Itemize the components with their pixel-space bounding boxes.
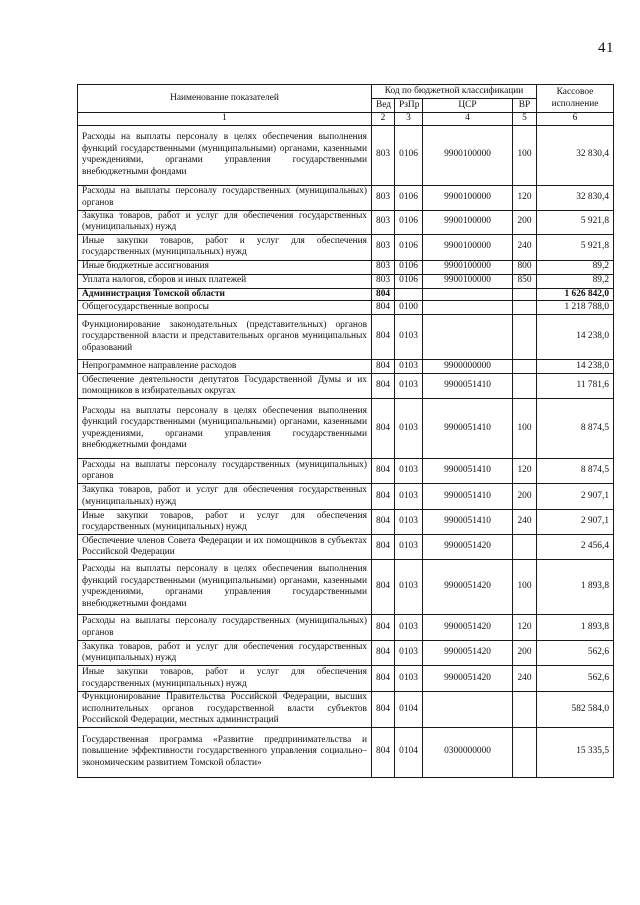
- row-rzpr: 0103: [395, 399, 423, 459]
- row-name: Обеспечение деятельности депутатов Государственной Думы и их помощников в избирательных округах: [78, 374, 372, 399]
- row-name: Иные бюджетные ассигнования: [78, 260, 372, 274]
- column-number: 2: [372, 113, 395, 126]
- table-row: [78, 399, 614, 459]
- row-rzpr: 0103: [395, 484, 423, 510]
- row-name: Расходы на выплаты персоналу в целях обеспечения выполнения функций государственными (муниципальными) органами, казенными учреждениями, органами управления государственными внебюджетными фондами: [78, 125, 372, 185]
- header-ved: Вед: [372, 99, 395, 113]
- row-rzpr: 0103: [395, 615, 423, 641]
- row-name: Расходы на выплаты персоналу государственных (муниципальных) органов: [78, 459, 372, 484]
- row-amount: 562,6: [537, 666, 614, 692]
- row-vr: 120: [513, 615, 537, 641]
- row-csr: [423, 315, 513, 360]
- row-amount: 582 584,0: [537, 692, 614, 728]
- column-number: 6: [537, 113, 614, 126]
- row-csr: 9900051410: [423, 374, 513, 399]
- row-csr: 9900051410: [423, 484, 513, 510]
- row-csr: 9900051410: [423, 510, 513, 535]
- row-csr: 0300000000: [423, 727, 513, 777]
- row-amount: 5 921,8: [537, 210, 614, 234]
- row-name: Иные закупки товаров, работ и услуг для обеспечения государственных (муниципальных) нужд: [78, 666, 372, 692]
- row-ved: 803: [372, 260, 395, 274]
- row-ved: 804: [372, 692, 395, 728]
- row-name: Непрограммное направление расходов: [78, 360, 372, 374]
- row-csr: 9900000000: [423, 360, 513, 374]
- table-row: [78, 210, 614, 234]
- row-csr: 9900051410: [423, 459, 513, 484]
- row-vr: 100: [513, 560, 537, 615]
- row-vr: [513, 288, 537, 301]
- row-vr: 100: [513, 399, 537, 459]
- header-amount-line1: Кассовое: [556, 87, 594, 97]
- column-number: 4: [423, 113, 513, 126]
- row-ved: 804: [372, 459, 395, 484]
- row-name: Уплата налогов, сборов и иных платежей: [78, 274, 372, 288]
- row-ved: 804: [372, 560, 395, 615]
- row-vr: 200: [513, 641, 537, 666]
- row-ved: 804: [372, 727, 395, 777]
- row-name: Функционирование законодательных (представительных) органов государственной власти и представительных органов муниципальных образований: [78, 315, 372, 360]
- row-rzpr: 0106: [395, 260, 423, 274]
- table-row: [78, 692, 614, 728]
- row-vr: 240: [513, 234, 537, 260]
- row-name: Расходы на выплаты персоналу государственных (муниципальных) органов: [78, 185, 372, 210]
- table-row: [78, 234, 614, 260]
- row-name: Закупка товаров, работ и услуг для обеспечения государственных (муниципальных) нужд: [78, 210, 372, 234]
- row-name: Расходы на выплаты персоналу в целях обеспечения выполнения функций государственными (муниципальными) органами, казенными учреждениями, органами управления государственными внебюджетными фондами: [78, 399, 372, 459]
- row-ved: 803: [372, 274, 395, 288]
- row-amount: 15 335,5: [537, 727, 614, 777]
- row-vr: 120: [513, 459, 537, 484]
- row-rzpr: 0103: [395, 535, 423, 560]
- row-name: Администрация Томской области: [78, 288, 372, 301]
- row-csr: 9900100000: [423, 210, 513, 234]
- row-ved: 804: [372, 615, 395, 641]
- row-amount: 5 921,8: [537, 234, 614, 260]
- row-vr: 100: [513, 125, 537, 185]
- row-vr: 850: [513, 274, 537, 288]
- row-csr: 9900051420: [423, 641, 513, 666]
- row-rzpr: 0103: [395, 560, 423, 615]
- row-ved: 804: [372, 484, 395, 510]
- table-row: [78, 459, 614, 484]
- row-ved: 804: [372, 399, 395, 459]
- header-vr: ВР: [513, 99, 537, 113]
- row-csr: 9900100000: [423, 185, 513, 210]
- header-row-top: [78, 85, 614, 99]
- row-vr: 200: [513, 484, 537, 510]
- row-vr: [513, 301, 537, 315]
- table-row: [78, 125, 614, 185]
- row-ved: 803: [372, 125, 395, 185]
- row-rzpr: 0104: [395, 727, 423, 777]
- row-rzpr: 0106: [395, 185, 423, 210]
- table-row: [78, 666, 614, 692]
- row-name: Расходы на выплаты персоналу государственных (муниципальных) органов: [78, 615, 372, 641]
- row-vr: [513, 692, 537, 728]
- row-name: Закупка товаров, работ и услуг для обеспечения государственных (муниципальных) нужд: [78, 641, 372, 666]
- row-amount: 1 893,8: [537, 560, 614, 615]
- budget-table: [77, 84, 614, 778]
- row-vr: 120: [513, 185, 537, 210]
- table-row: [78, 560, 614, 615]
- row-ved: 804: [372, 510, 395, 535]
- row-vr: 200: [513, 210, 537, 234]
- row-ved: 804: [372, 374, 395, 399]
- table-row: [78, 274, 614, 288]
- row-ved: 804: [372, 315, 395, 360]
- row-rzpr: 0100: [395, 301, 423, 315]
- row-vr: [513, 727, 537, 777]
- table-row: [78, 510, 614, 535]
- row-amount: 2 907,1: [537, 510, 614, 535]
- column-number: 1: [78, 113, 372, 126]
- row-vr: 800: [513, 260, 537, 274]
- header-name: Наименование показателей: [78, 85, 372, 113]
- row-csr: [423, 301, 513, 315]
- row-amount: 1 893,8: [537, 615, 614, 641]
- row-csr: 9900100000: [423, 260, 513, 274]
- row-name: Обеспечение членов Совета Федерации и их помощников в субъектах Российской Федерации: [78, 535, 372, 560]
- row-amount: 8 874,5: [537, 459, 614, 484]
- row-amount: 89,2: [537, 274, 614, 288]
- row-csr: 9900051420: [423, 615, 513, 641]
- table-row: [78, 641, 614, 666]
- table-row: [78, 185, 614, 210]
- row-csr: 9900100000: [423, 234, 513, 260]
- row-rzpr: 0106: [395, 274, 423, 288]
- row-vr: [513, 315, 537, 360]
- row-ved: 803: [372, 210, 395, 234]
- table-row: [78, 315, 614, 360]
- row-amount: 11 781,6: [537, 374, 614, 399]
- table-row: [78, 615, 614, 641]
- row-vr: [513, 360, 537, 374]
- header-rzpr: РзПр: [395, 99, 423, 113]
- row-rzpr: 0106: [395, 125, 423, 185]
- row-csr: 9900100000: [423, 274, 513, 288]
- table-row: [78, 484, 614, 510]
- row-rzpr: 0106: [395, 234, 423, 260]
- table-row: [78, 535, 614, 560]
- row-csr: [423, 692, 513, 728]
- row-name: Функционирование Правительства Российской Федерации, высших исполнительных органов государственной власти субъектов Российской Федерации, местных администраций: [78, 692, 372, 728]
- row-name: Закупка товаров, работ и услуг для обеспечения государственных (муниципальных) нужд: [78, 484, 372, 510]
- row-amount: 8 874,5: [537, 399, 614, 459]
- row-ved: 804: [372, 301, 395, 315]
- row-name: Иные закупки товаров, работ и услуг для обеспечения государственных (муниципальных) нужд: [78, 510, 372, 535]
- table-row: [78, 360, 614, 374]
- row-csr: 9900051420: [423, 535, 513, 560]
- table-row: [78, 288, 614, 301]
- row-amount: 1 218 788,0: [537, 301, 614, 315]
- row-amount: 14 238,0: [537, 360, 614, 374]
- header-amount-line2: исполнение: [551, 98, 599, 109]
- row-amount: 14 238,0: [537, 315, 614, 360]
- row-vr: 240: [513, 510, 537, 535]
- row-name: Расходы на выплаты персоналу в целях обеспечения выполнения функций государственными (муниципальными) органами, казенными учреждениями, органами управления государственными внебюджетными фондами: [78, 560, 372, 615]
- table-row: [78, 727, 614, 777]
- row-amount: 89,2: [537, 260, 614, 274]
- header-csr: ЦСР: [423, 99, 513, 113]
- row-amount: 1 626 842,0: [537, 288, 614, 301]
- row-vr: [513, 535, 537, 560]
- row-amount: 2 456,4: [537, 535, 614, 560]
- row-rzpr: 0104: [395, 692, 423, 728]
- header-code-group: Код по бюджетной классификации: [372, 85, 537, 99]
- row-rzpr: 0103: [395, 510, 423, 535]
- row-rzpr: 0106: [395, 210, 423, 234]
- row-ved: 804: [372, 641, 395, 666]
- row-amount: 2 907,1: [537, 484, 614, 510]
- row-rzpr: 0103: [395, 360, 423, 374]
- page-number: 41: [598, 40, 614, 56]
- row-name: Государственная программа «Развитие предпринимательства и повышение эффективности государственного управления социально–экономическим развитием Томской области»: [78, 727, 372, 777]
- table-row: [78, 301, 614, 315]
- column-number: 5: [513, 113, 537, 126]
- row-ved: 804: [372, 360, 395, 374]
- header-amount: [537, 85, 614, 113]
- row-ved: 804: [372, 288, 395, 301]
- row-rzpr: 0103: [395, 666, 423, 692]
- row-vr: [513, 374, 537, 399]
- row-csr: 9900100000: [423, 125, 513, 185]
- row-csr: 9900051410: [423, 399, 513, 459]
- row-rzpr: [395, 288, 423, 301]
- row-amount: 562,6: [537, 641, 614, 666]
- table-row: [78, 374, 614, 399]
- row-csr: 9900051420: [423, 666, 513, 692]
- row-ved: 803: [372, 234, 395, 260]
- row-ved: 804: [372, 666, 395, 692]
- row-name: Иные закупки товаров, работ и услуг для обеспечения государственных (муниципальных) нужд: [78, 234, 372, 260]
- row-rzpr: 0103: [395, 315, 423, 360]
- row-amount: 32 830,4: [537, 185, 614, 210]
- row-rzpr: 0103: [395, 374, 423, 399]
- row-vr: 240: [513, 666, 537, 692]
- row-csr: 9900051420: [423, 560, 513, 615]
- column-number-row: [78, 113, 614, 126]
- row-rzpr: 0103: [395, 641, 423, 666]
- row-amount: 32 830,4: [537, 125, 614, 185]
- row-csr: [423, 288, 513, 301]
- row-name: Общегосударственные вопросы: [78, 301, 372, 315]
- table-row: [78, 260, 614, 274]
- column-number: 3: [395, 113, 423, 126]
- row-ved: 803: [372, 185, 395, 210]
- row-ved: 804: [372, 535, 395, 560]
- row-rzpr: 0103: [395, 459, 423, 484]
